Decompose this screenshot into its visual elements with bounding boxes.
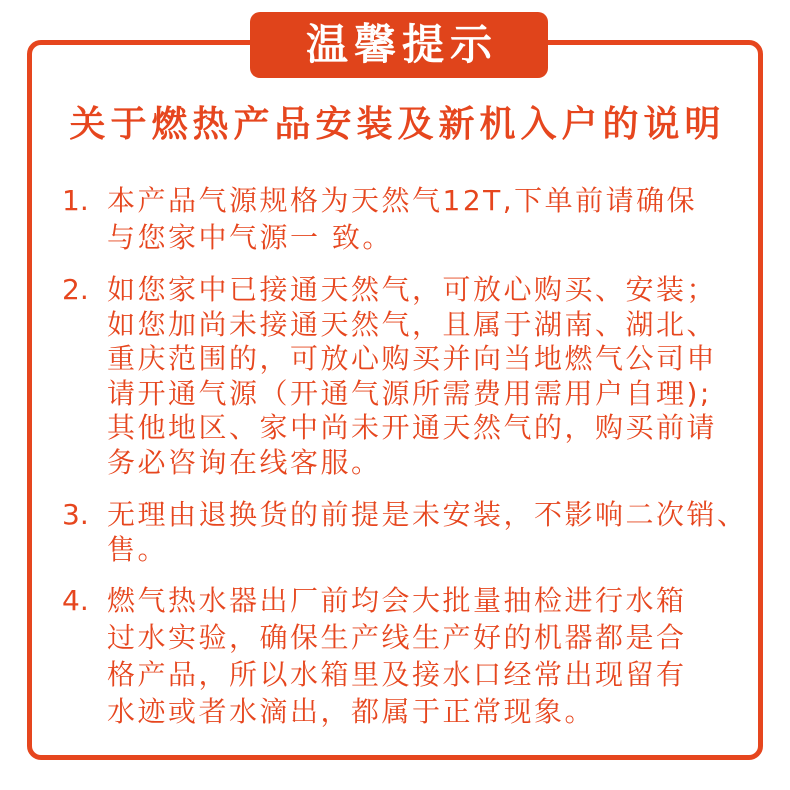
notice-subtitle: 关于燃热产品安装及新机入户的说明 bbox=[69, 104, 726, 145]
item-line: 本产品气源规格为天然气12T,下单前请确保 bbox=[107, 184, 698, 217]
item-line: 无理由退换货的前提是未安装，不影响二次销、 bbox=[107, 498, 748, 531]
item-line: 格产品，所以水箱里及接水口经常出现留有 bbox=[107, 658, 687, 691]
item-line: 务必咨询在线客服。 bbox=[107, 445, 382, 479]
item-number: 3. bbox=[62, 498, 89, 531]
item-line: 重庆范围的，可放心购买并向当地燃气公司申 bbox=[107, 342, 718, 375]
item-line: 过水实验，确保生产线生产好的机器都是合 bbox=[107, 621, 687, 654]
item-number: 1. bbox=[62, 184, 89, 217]
item-line: 燃气热水器出厂前均会大批量抽检进行水箱 bbox=[107, 584, 687, 617]
item-number: 2. bbox=[62, 273, 89, 306]
item-text bbox=[107, 582, 687, 730]
item-line: 如您加尚未接通天然气，且属于湖南、湖北、 bbox=[107, 307, 718, 341]
item-line: 与您家中气源一 致。 bbox=[107, 221, 393, 254]
item-line: 其他地区、家中尚未开通天然气的，购买前请 bbox=[107, 411, 718, 444]
title-tab bbox=[250, 12, 548, 78]
item-number: 4. bbox=[62, 584, 89, 617]
notice-title: 温馨提示 bbox=[305, 20, 498, 69]
item-line: 水迹或者水滴出，都属于正常现象。 bbox=[107, 695, 596, 728]
item-line: 如您家中已接通天然气，可放心购买、安装； bbox=[107, 273, 718, 306]
item-text bbox=[107, 273, 717, 480]
item-line: 请开通气源（开通气源所需费用需用户自理); bbox=[107, 376, 712, 410]
item-line: 售。 bbox=[107, 533, 169, 566]
item-text bbox=[107, 497, 748, 567]
item-text bbox=[107, 182, 697, 256]
